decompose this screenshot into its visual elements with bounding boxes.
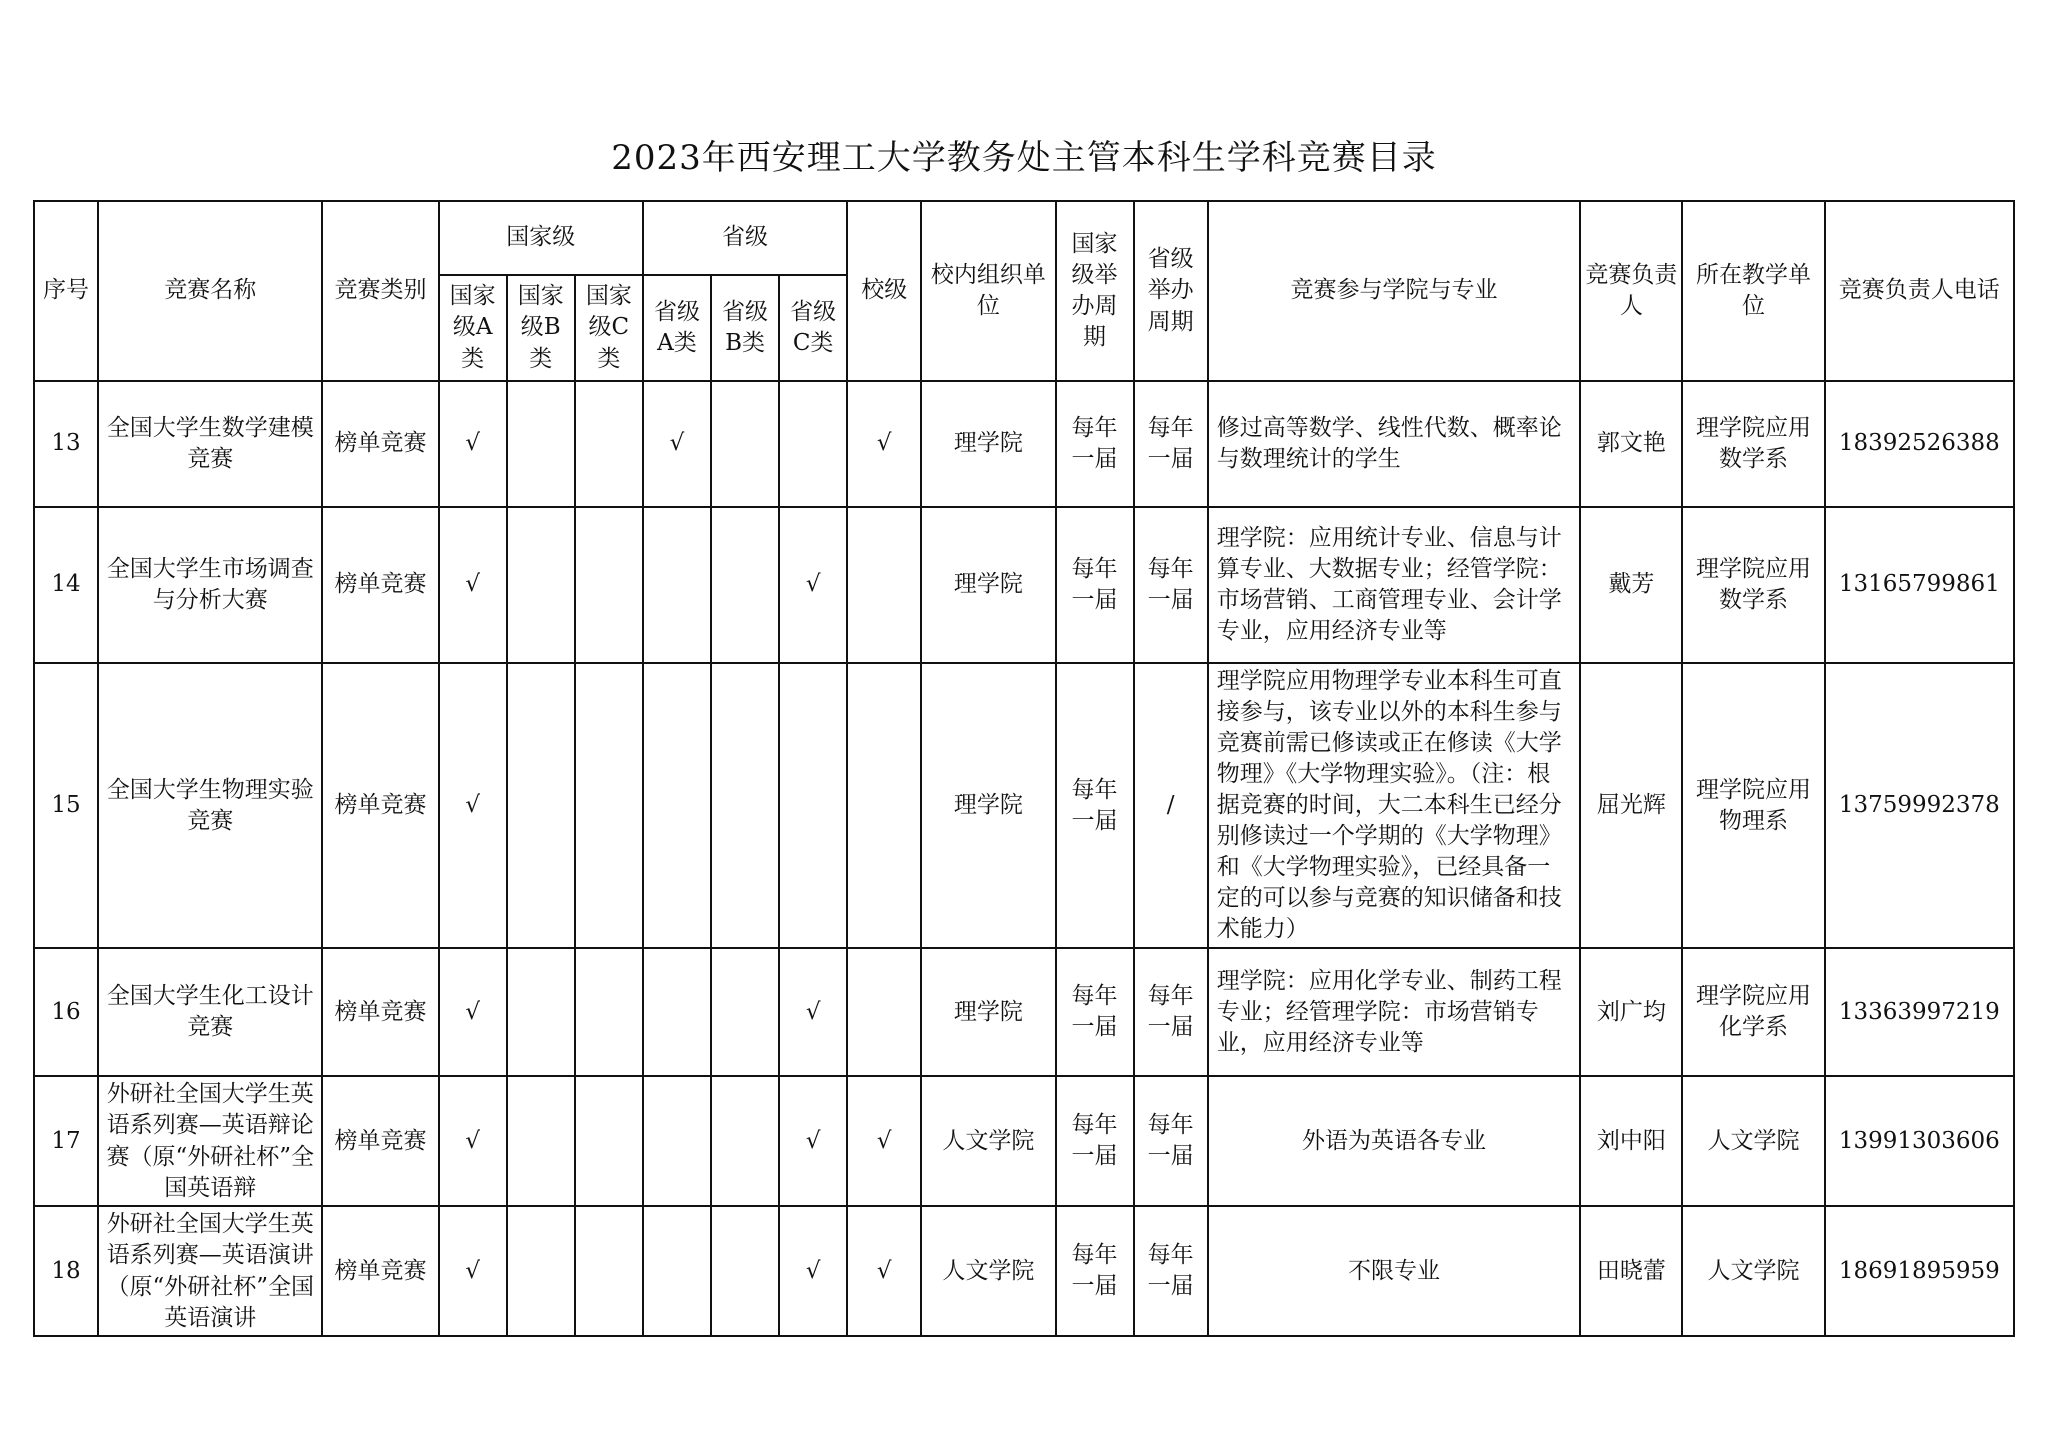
cell-national-cycle: 每年一届 xyxy=(1056,381,1134,507)
cell-phone: 13991303606 xyxy=(1825,1076,2014,1206)
table-row xyxy=(34,1076,2014,1206)
cell-national-cycle: 每年一届 xyxy=(1056,507,1134,663)
cell-provincial-a xyxy=(643,1206,711,1336)
cell-category: 榜单竞赛 xyxy=(322,1076,438,1206)
header-phone: 竞赛负责人电话 xyxy=(1825,201,2014,381)
cell-national-cycle: 每年一届 xyxy=(1056,663,1134,948)
cell-leader: 戴芳 xyxy=(1580,507,1682,663)
table-row xyxy=(34,663,2014,948)
cell-phone: 18392526388 xyxy=(1825,381,2014,507)
cell-school: √ xyxy=(847,1206,921,1336)
cell-name-text: 外研社全国大学生英语系列赛—英语演讲（原“外研社杯”全国英语演讲 xyxy=(106,1211,315,1331)
cell-name: 全国大学生物理实验竞赛 xyxy=(98,663,322,948)
cell-national-a: √ xyxy=(439,948,507,1076)
cell-unit: 理学院应用数学系 xyxy=(1682,507,1824,663)
cell-provincial-c: √ xyxy=(779,948,847,1076)
cell-seq: 13 xyxy=(34,381,98,507)
table-row xyxy=(34,381,2014,507)
header-name: 竞赛名称 xyxy=(98,201,322,381)
header-provincial-cycle: 省级举办周期 xyxy=(1134,201,1208,381)
header-organizer: 校内组织单位 xyxy=(921,201,1055,381)
cell-provincial-b xyxy=(711,663,779,948)
cell-provincial-a xyxy=(643,507,711,663)
cell-phone: 13165799861 xyxy=(1825,507,2014,663)
header-participants: 竞赛参与学院与专业 xyxy=(1208,201,1581,381)
cell-provincial-a xyxy=(643,1076,711,1206)
cell-name xyxy=(98,1206,322,1336)
cell-provincial-cycle: 每年一届 xyxy=(1134,1206,1208,1336)
header-national-b: 国家级B类 xyxy=(507,275,575,381)
cell-seq: 16 xyxy=(34,948,98,1076)
header-provincial-c: 省级C类 xyxy=(779,275,847,381)
cell-organizer: 人文学院 xyxy=(921,1206,1055,1336)
table-row xyxy=(34,1206,2014,1336)
cell-national-b xyxy=(507,663,575,948)
cell-national-cycle: 每年一届 xyxy=(1056,948,1134,1076)
cell-national-cycle: 每年一届 xyxy=(1056,1206,1134,1336)
cell-national-c xyxy=(575,948,643,1076)
cell-name: 全国大学生数学建模竞赛 xyxy=(98,381,322,507)
cell-participants: 理学院：应用化学专业、制药工程专业；经管理学院：市场营销专业，应用经济专业等 xyxy=(1208,948,1581,1076)
cell-participants: 理学院：应用统计专业、信息与计算专业、大数据专业；经管学院：市场营销、工商管理专业、会计学专业，应用经济专业等 xyxy=(1208,507,1581,663)
cell-provincial-b xyxy=(711,507,779,663)
cell-provincial-c xyxy=(779,381,847,507)
cell-school: √ xyxy=(847,381,921,507)
cell-seq: 18 xyxy=(34,1206,98,1336)
cell-provincial-b xyxy=(711,1206,779,1336)
cell-national-b xyxy=(507,507,575,663)
cell-national-a: √ xyxy=(439,1076,507,1206)
cell-phone: 18691895959 xyxy=(1825,1206,2014,1336)
cell-provincial-b xyxy=(711,1076,779,1206)
cell-leader: 田晓蕾 xyxy=(1580,1206,1682,1336)
cell-provincial-a: √ xyxy=(643,381,711,507)
cell-name-text: 外研社全国大学生英语系列赛—英语辩论赛（原“外研社杯”全国英语辩 xyxy=(106,1081,315,1201)
cell-organizer: 理学院 xyxy=(921,663,1055,948)
cell-organizer: 理学院 xyxy=(921,381,1055,507)
header-unit: 所在教学单位 xyxy=(1682,201,1824,381)
cell-provincial-c xyxy=(779,663,847,948)
header-national-c: 国家级C类 xyxy=(575,275,643,381)
cell-provincial-b xyxy=(711,381,779,507)
cell-leader: 刘中阳 xyxy=(1580,1076,1682,1206)
cell-category: 榜单竞赛 xyxy=(322,507,438,663)
cell-national-c xyxy=(575,1206,643,1336)
cell-name: 全国大学生市场调查与分析大赛 xyxy=(98,507,322,663)
cell-national-b xyxy=(507,1076,575,1206)
cell-national-cycle: 每年一届 xyxy=(1056,1076,1134,1206)
cell-unit: 理学院应用化学系 xyxy=(1682,948,1824,1076)
cell-leader: 刘广均 xyxy=(1580,948,1682,1076)
cell-national-c xyxy=(575,663,643,948)
cell-national-c xyxy=(575,381,643,507)
cell-leader: 郭文艳 xyxy=(1580,381,1682,507)
header-provincial: 省级 xyxy=(643,201,847,275)
cell-national-a: √ xyxy=(439,663,507,948)
cell-provincial-cycle: 每年一届 xyxy=(1134,381,1208,507)
cell-seq: 17 xyxy=(34,1076,98,1206)
cell-participants: 外语为英语各专业 xyxy=(1208,1076,1581,1206)
header-leader: 竞赛负责人 xyxy=(1580,201,1682,381)
cell-seq: 15 xyxy=(34,663,98,948)
cell-school xyxy=(847,663,921,948)
cell-unit: 理学院应用数学系 xyxy=(1682,381,1824,507)
cell-national-a: √ xyxy=(439,507,507,663)
cell-school xyxy=(847,948,921,1076)
cell-school xyxy=(847,507,921,663)
header-national: 国家级 xyxy=(439,201,643,275)
cell-unit: 理学院应用物理系 xyxy=(1682,663,1824,948)
table-row xyxy=(34,948,2014,1076)
cell-category: 榜单竞赛 xyxy=(322,663,438,948)
cell-leader: 屈光辉 xyxy=(1580,663,1682,948)
cell-provincial-cycle: 每年一届 xyxy=(1134,1076,1208,1206)
header-provincial-b: 省级B类 xyxy=(711,275,779,381)
cell-provincial-b xyxy=(711,948,779,1076)
header-national-cycle: 国家级举办周期 xyxy=(1056,201,1134,381)
cell-category: 榜单竞赛 xyxy=(322,381,438,507)
cell-provincial-cycle: / xyxy=(1134,663,1208,948)
cell-provincial-cycle: 每年一届 xyxy=(1134,507,1208,663)
document-title: 2023年西安理工大学教务处主管本科生学科竞赛目录 xyxy=(611,138,1437,178)
cell-organizer: 理学院 xyxy=(921,507,1055,663)
cell-national-b xyxy=(507,1206,575,1336)
cell-national-b xyxy=(507,948,575,1076)
cell-phone: 13759992378 xyxy=(1825,663,2014,948)
cell-provincial-a xyxy=(643,948,711,1076)
table-row xyxy=(34,507,2014,663)
cell-seq: 14 xyxy=(34,507,98,663)
cell-school: √ xyxy=(847,1076,921,1206)
cell-national-c xyxy=(575,507,643,663)
cell-category: 榜单竞赛 xyxy=(322,948,438,1076)
cell-national-b xyxy=(507,381,575,507)
header-school: 校级 xyxy=(847,201,921,381)
header-category: 竞赛类别 xyxy=(322,201,438,381)
cell-unit: 人文学院 xyxy=(1682,1206,1824,1336)
cell-participants: 理学院应用物理学专业本科生可直接参与，该专业以外的本科生参与竞赛前需已修读或正在修读《大学物理》《大学物理实验》。（注：根据竞赛的时间，大二本科生已经分别修读过一个学期的《大学物理》和《大学物理实验》，已经具备一定的可以参与竞赛的知识储备和技术能力） xyxy=(1208,663,1581,948)
cell-organizer: 理学院 xyxy=(921,948,1055,1076)
competition-table xyxy=(33,200,2015,1337)
cell-participants: 修过高等数学、线性代数、概率论与数理统计的学生 xyxy=(1208,381,1581,507)
header-provincial-a: 省级A类 xyxy=(643,275,711,381)
cell-phone: 13363997219 xyxy=(1825,948,2014,1076)
cell-national-a: √ xyxy=(439,381,507,507)
header-seq: 序号 xyxy=(34,201,98,381)
cell-organizer: 人文学院 xyxy=(921,1076,1055,1206)
cell-provincial-c: √ xyxy=(779,1076,847,1206)
cell-name: 全国大学生化工设计竞赛 xyxy=(98,948,322,1076)
cell-provincial-a xyxy=(643,663,711,948)
cell-national-c xyxy=(575,1076,643,1206)
cell-unit: 人文学院 xyxy=(1682,1076,1824,1206)
cell-provincial-c: √ xyxy=(779,1206,847,1336)
cell-category: 榜单竞赛 xyxy=(322,1206,438,1336)
cell-provincial-cycle: 每年一届 xyxy=(1134,948,1208,1076)
cell-provincial-c: √ xyxy=(779,507,847,663)
cell-participants: 不限专业 xyxy=(1208,1206,1581,1336)
header-national-a: 国家级A类 xyxy=(439,275,507,381)
cell-name xyxy=(98,1076,322,1206)
cell-national-a: √ xyxy=(439,1206,507,1336)
